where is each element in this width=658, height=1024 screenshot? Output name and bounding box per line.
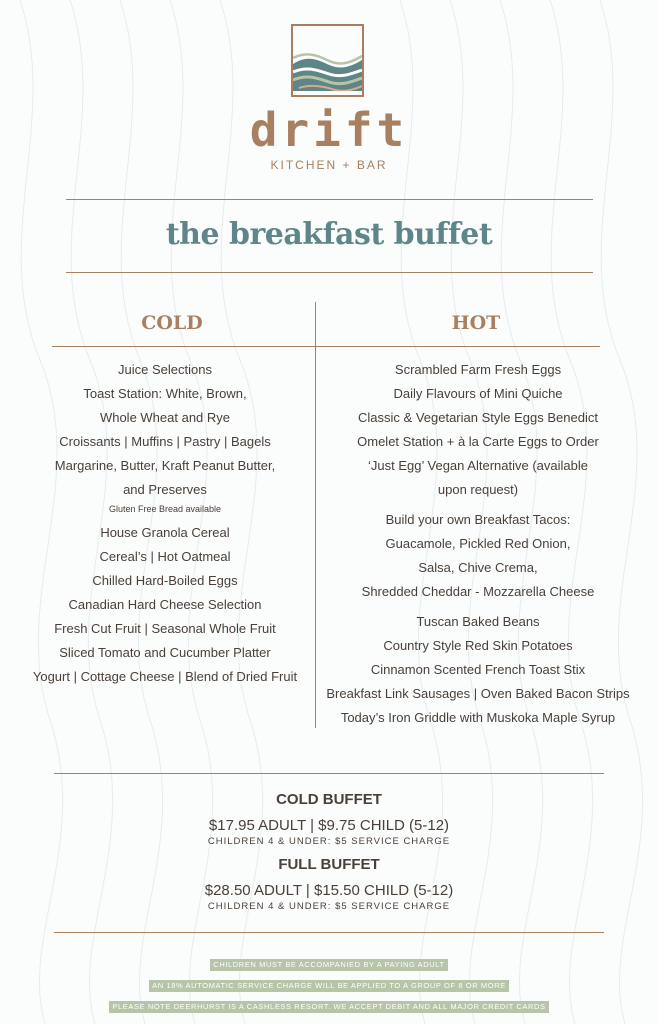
cold-buffet-heading: COLD BUFFET	[276, 791, 382, 808]
list-item: Cinnamon Scented French Toast Stix	[370, 662, 586, 677]
list-item: Omelet Station + à la Carte Eggs to Order	[357, 434, 599, 449]
footer-notes	[0, 954, 658, 1017]
list-item: Country Style Red Skin Potatoes	[383, 638, 573, 653]
full-buffet-price: $28.50 ADULT | $15.50 CHILD (5-12)	[204, 882, 454, 899]
divider-below-title	[66, 272, 593, 273]
list-item: Build your own Breakfast Tacos:	[385, 512, 571, 527]
divider-top	[66, 199, 593, 200]
list-item: and Preserves	[123, 482, 207, 497]
column-divider	[315, 302, 316, 728]
wave-logo-icon	[291, 24, 364, 97]
brand-name: drift	[249, 103, 409, 157]
footer-note: AN 18% AUTOMATIC SERVICE CHARGE WILL BE APPLIED TO A GROUP OF 8 OR MORE	[149, 980, 509, 992]
hot-items-list	[320, 358, 636, 730]
cold-items-list	[20, 358, 310, 689]
list-item: Croissants | Muffins | Pastry | Bagels	[59, 434, 271, 449]
list-item: ‘Just Egg’ Vegan Alternative (available	[368, 458, 588, 473]
footer-note: CHILDREN MUST BE ACCOMPANIED BY A PAYING ADULT	[210, 959, 447, 971]
cold-buffet-note: CHILDREN 4 & UNDER: $5 SERVICE CHARGE	[207, 836, 451, 847]
list-item: Whole Wheat and Rye	[99, 410, 231, 425]
list-item: Sliced Tomato and Cucumber Platter	[59, 645, 271, 660]
divider-below-pricing	[54, 932, 604, 933]
list-item: Classic & Vegetarian Style Eggs Benedict	[358, 410, 598, 425]
list-item: Salsa, Chive Crema,	[418, 560, 538, 575]
footer-note: PLEASE NOTE DEERHURST IS A CASHLESS RESORT. WE ACCEPT DEBIT AND ALL MAJOR CREDIT CARDS	[109, 1001, 548, 1013]
cold-buffet-pricing	[0, 790, 658, 848]
gluten-free-note: Gluten Free Bread available	[108, 504, 222, 514]
cold-buffet-price: $17.95 ADULT | $9.75 CHILD (5-12)	[208, 817, 450, 834]
full-buffet-pricing	[0, 855, 658, 913]
list-item: Daily Flavours of Mini Quiche	[393, 386, 563, 401]
list-item: Toast Station: White, Brown,	[83, 386, 247, 401]
divider-above-pricing	[54, 773, 604, 774]
page-title: the breakfast buffet	[165, 217, 493, 252]
list-item: Guacamole, Pickled Red Onion,	[385, 536, 571, 551]
list-item: upon request)	[437, 482, 519, 497]
list-item: Fresh Cut Fruit | Seasonal Whole Fruit	[54, 621, 276, 636]
list-item: Chilled Hard-Boiled Eggs	[92, 573, 238, 588]
list-item: Margarine, Butter, Kraft Peanut Butter,	[54, 458, 276, 473]
list-item: Breakfast Link Sausages | Oven Baked Bacon Strips	[326, 686, 630, 701]
brand-subtitle: KITCHEN + BAR	[270, 158, 388, 172]
list-item: Shredded Cheddar - Mozzarella Cheese	[361, 584, 595, 599]
full-buffet-heading: FULL BUFFET	[278, 856, 380, 873]
full-buffet-note: CHILDREN 4 & UNDER: $5 SERVICE CHARGE	[207, 901, 451, 912]
list-item: Canadian Hard Cheese Selection	[68, 597, 262, 612]
hot-heading: HOT	[451, 312, 501, 334]
list-item: House Granola Cereal	[100, 525, 230, 540]
list-item: Today’s Iron Griddle with Muskoka Maple Syrup	[340, 710, 616, 725]
list-item: Yogurt | Cottage Cheese | Blend of Dried Fruit	[32, 669, 298, 684]
cold-heading: COLD	[141, 312, 203, 334]
list-item: Tuscan Baked Beans	[416, 614, 540, 629]
list-item: Scrambled Farm Fresh Eggs	[394, 362, 562, 377]
list-item: Juice Selections	[118, 362, 212, 377]
list-item: Cereal’s | Hot Oatmeal	[99, 549, 231, 564]
divider-column-headings	[52, 346, 600, 347]
